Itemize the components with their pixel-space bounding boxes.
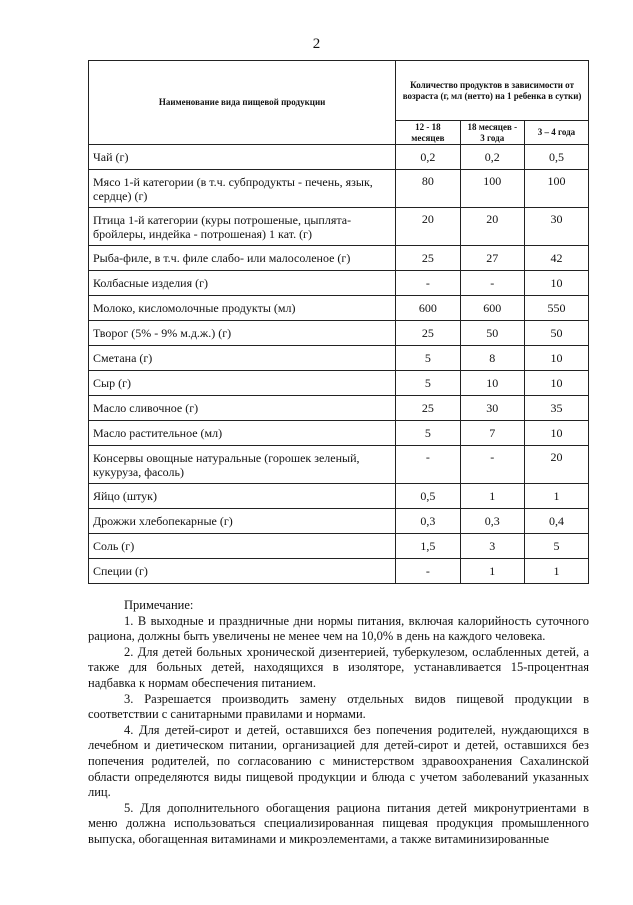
quantity-cell: 7	[460, 421, 524, 446]
table-row	[89, 296, 589, 321]
table-row	[89, 246, 589, 271]
table-row	[89, 446, 589, 484]
product-name-cell: Творог (5% - 9% м.д.ж.) (г)	[89, 321, 396, 346]
quantity-cell: 5	[396, 421, 460, 446]
quantity-cell: -	[396, 559, 460, 584]
quantity-cell: 25	[396, 246, 460, 271]
quantity-cell: 50	[524, 321, 588, 346]
quantity-cell: 1	[460, 484, 524, 509]
age-header-3-4: 3 – 4 года	[524, 121, 588, 145]
quantity-cell: 1	[460, 559, 524, 584]
note-item: 2. Для детей больных хронической дизентерией, туберкулезом, ослабленных детей, а также для больных детей, находящихся в изоляторе, устанавливается 15-процентная надбавка к нормам обеспечения питанием.	[88, 644, 589, 690]
quantity-cell: 5	[524, 534, 588, 559]
page-number: 2	[312, 36, 321, 52]
quantity-cell: 8	[460, 346, 524, 371]
product-name-cell: Специи (г)	[89, 559, 396, 584]
quantity-cell: 0,5	[396, 484, 460, 509]
table-row	[89, 208, 589, 246]
age-header-12-18: 12 - 18 месяцев	[396, 121, 460, 145]
product-name-cell: Рыба-филе, в т.ч. филе слабо- или малосоленое (г)	[89, 246, 396, 271]
product-name-cell: Масло растительное (мл)	[89, 421, 396, 446]
quantity-cell: 10	[524, 346, 588, 371]
quantity-cell: -	[460, 271, 524, 296]
product-name-cell: Молоко, кисломолочные продукты (мл)	[89, 296, 396, 321]
product-name-cell: Дрожжи хлебопекарные (г)	[89, 509, 396, 534]
table-row	[89, 271, 589, 296]
notes-section	[88, 598, 589, 848]
quantity-cell: 30	[460, 396, 524, 421]
table-row	[89, 371, 589, 396]
quantity-cell: 0,3	[396, 509, 460, 534]
quantity-cell: 5	[396, 346, 460, 371]
quantity-cell: 10	[524, 421, 588, 446]
product-name-cell: Консервы овощные натуральные (горошек зеленый, кукуруза, фасоль)	[89, 446, 396, 484]
quantity-cell: 10	[524, 271, 588, 296]
quantity-cell: 0,2	[396, 145, 460, 170]
food-norms-table	[88, 60, 589, 584]
product-name-cell: Соль (г)	[89, 534, 396, 559]
quantity-group-header: Количество продуктов в зависимости от возраста (г, мл (нетто) на 1 ребенка в сутки)	[396, 61, 589, 121]
product-name-cell: Сыр (г)	[89, 371, 396, 396]
quantity-cell: -	[396, 446, 460, 484]
product-name-cell: Сметана (г)	[89, 346, 396, 371]
notes-caption: Примечание:	[124, 598, 194, 612]
quantity-cell: 50	[460, 321, 524, 346]
table-row	[89, 145, 589, 170]
quantity-cell: 100	[524, 170, 588, 208]
quantity-cell: 1,5	[396, 534, 460, 559]
product-name-cell: Мясо 1-й категории (в т.ч. субпродукты - печень, язык, сердце) (г)	[89, 170, 396, 208]
quantity-cell: 25	[396, 396, 460, 421]
product-name-cell: Птица 1-й категории (куры потрошеные, цыплята-бройлеры, индейка - потрошеная) 1 кат. (г)	[89, 208, 396, 246]
quantity-cell: 20	[396, 208, 460, 246]
quantity-cell: -	[396, 271, 460, 296]
quantity-cell: 5	[396, 371, 460, 396]
quantity-cell: 1	[524, 484, 588, 509]
note-item: 3. Разрешается производить замену отдельных видов пищевой продукции в соответствии с санитарными правилами и нормами.	[88, 691, 589, 722]
quantity-cell: 550	[524, 296, 588, 321]
quantity-cell: 600	[396, 296, 460, 321]
table-body	[89, 145, 589, 584]
table-row	[89, 421, 589, 446]
quantity-cell: 35	[524, 396, 588, 421]
quantity-cell: 80	[396, 170, 460, 208]
table-row	[89, 170, 589, 208]
table-row	[89, 559, 589, 584]
age-header-18-36: 18 месяцев - 3 года	[460, 121, 524, 145]
quantity-cell: 25	[396, 321, 460, 346]
table-row	[89, 534, 589, 559]
quantity-cell: 42	[524, 246, 588, 271]
quantity-cell: 0,3	[460, 509, 524, 534]
table-row	[89, 509, 589, 534]
note-item: 4. Для детей-сирот и детей, оставшихся без попечения родителей, нуждающихся в лечебном и диетическом питании, организацией для детей-сирот и детей, оставшихся без попечения родителей, по согласованию с министерством здравоохранения Сахалинской области определяются виды пищевой продукции и блюда с учетом заболеваний указанных лиц.	[88, 722, 589, 800]
product-name-cell: Масло сливочное (г)	[89, 396, 396, 421]
quantity-cell: 10	[524, 371, 588, 396]
quantity-cell: 100	[460, 170, 524, 208]
note-item: 1. В выходные и праздничные дни нормы питания, включая калорийность суточного рациона, должны быть увеличены не менее чем на 10,0% в день на каждого человека.	[88, 613, 589, 644]
table-row	[89, 321, 589, 346]
quantity-cell: 0,4	[524, 509, 588, 534]
product-name-cell: Чай (г)	[89, 145, 396, 170]
quantity-cell: 600	[460, 296, 524, 321]
product-name-cell: Колбасные изделия (г)	[89, 271, 396, 296]
quantity-cell: 3	[460, 534, 524, 559]
quantity-cell: 20	[524, 446, 588, 484]
table-header-row	[89, 61, 589, 121]
product-name-cell: Яйцо (штук)	[89, 484, 396, 509]
note-item: 5. Для дополнительного обогащения рациона питания детей микронутриентами в меню должна использоваться специализированная пищевая продукция промышленного выпуска, обогащенная витаминами и микроэлементами, а также витаминизированные	[88, 800, 589, 846]
quantity-cell: 0,5	[524, 145, 588, 170]
table-row	[89, 396, 589, 421]
quantity-cell: -	[460, 446, 524, 484]
quantity-cell: 1	[524, 559, 588, 584]
quantity-cell: 0,2	[460, 145, 524, 170]
table-row	[89, 484, 589, 509]
quantity-cell: 30	[524, 208, 588, 246]
quantity-cell: 10	[460, 371, 524, 396]
quantity-cell: 27	[460, 246, 524, 271]
product-name-header: Наименование вида пищевой продукции	[89, 61, 396, 145]
quantity-cell: 20	[460, 208, 524, 246]
table-row	[89, 346, 589, 371]
